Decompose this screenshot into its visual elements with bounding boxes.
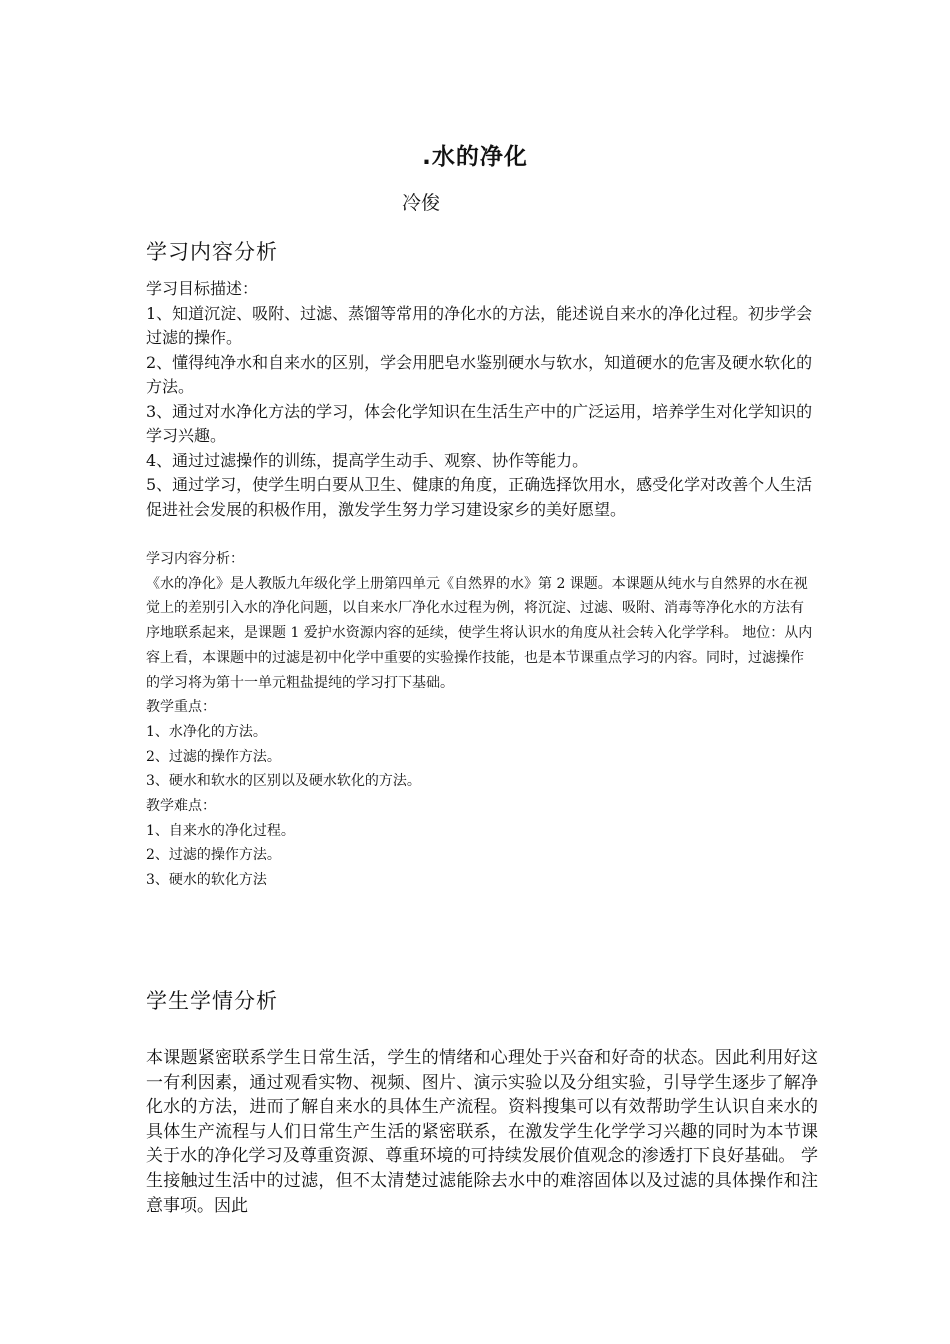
difficult-points-label: 教学难点： xyxy=(146,798,216,815)
difficult-point-item: 2、过滤的操作方法。 xyxy=(146,847,281,864)
goal-item: 5、通过学习，使学生明白要从卫生、健康的角度，正确选择饮用水，感受化学对改善个人生活促进社会发展的积极作用，激发学生努力学习建设家乡的美好愿望。 xyxy=(146,475,813,519)
difficult-point-item: 1、自来水的净化过程。 xyxy=(146,822,295,839)
analysis-text: 《水的净化》是人教版九年级化学上册第四单元《自然界的水》第 2 课题。本课题从纯水与自然界的水在视觉上的差别引入水的净化问题，以自来水厂净化水过程为例，将沉淀、过滤、吸附、消毒等净化水的方法有序地联系起来，是课题 1 爱护水资源内容的延续，使学生将认识水的角度从社会转入化学学科。 地位：从内容上看，本课题中的过滤是初中化学中重要的实验操作技能，也是本节课重点学习的内容。同时，过滤操作的学习将为第十一单元粗盐提纯的学习打下基础。 xyxy=(146,575,813,691)
student-analysis-block xyxy=(146,1046,818,1218)
learning-goals-block xyxy=(146,277,814,522)
key-points-label: 教学重点： xyxy=(146,699,216,716)
section-heading-student-analysis: 学生学情分析 xyxy=(146,989,278,1013)
goals-label: 学习目标描述： xyxy=(146,279,259,298)
author-name: 冷俊 xyxy=(402,192,441,214)
goal-item: 2、懂得纯净水和自来水的区别，学会用肥皂水鉴别硬水与软水，知道硬水的危害及硬水软化的方法。 xyxy=(146,352,813,396)
goal-item: 1、知道沉淀、吸附、过滤、蒸馏等常用的净化水的方法，能述说自来水的净化过程。初步学会过滤的操作。 xyxy=(146,303,813,347)
key-point-item: 1、水净化的方法。 xyxy=(146,723,267,740)
goal-item: 3、通过对水净化方法的学习，体会化学知识在生活生产中的广泛运用，培养学生对化学知识的学习兴趣。 xyxy=(146,401,813,445)
content-analysis-block xyxy=(146,547,814,893)
key-point-item: 3、硬水和软水的区别以及硬水软化的方法。 xyxy=(146,773,421,790)
section-heading-content-analysis: 学习内容分析 xyxy=(146,240,278,264)
document-title: .水的净化 xyxy=(422,144,528,170)
difficult-point-item: 3、硬水的软化方法 xyxy=(146,872,267,889)
student-analysis-text: 本课题紧密联系学生日常生活，学生的情绪和心理处于兴奋和好奇的状态。因此利用好这一有利因素，通过观看实物、视频、图片、演示实验以及分组实验，引导学生逐步了解净化水的方法，进而了解自来水的具体生产流程。资料搜集可以有效帮助学生认识自来水的具体生产流程与人们日常生产生活的紧密联系，在激发学生化学学习兴趣的同时为本节课关于水的净化学习及尊重资源、尊重环境的可持续发展价值观念的渗透打下良好基础。 学生接触过生活中的过滤，但不太清楚过滤能除去水中的难溶固体以及过滤的具体操作和注意事项。因此 xyxy=(146,1048,818,1216)
goal-item: 4、通过过滤操作的训练，提高学生动手、观察、协作等能力。 xyxy=(146,450,589,470)
key-point-item: 2、过滤的操作方法。 xyxy=(146,748,281,765)
analysis-label: 学习内容分析： xyxy=(146,551,244,567)
